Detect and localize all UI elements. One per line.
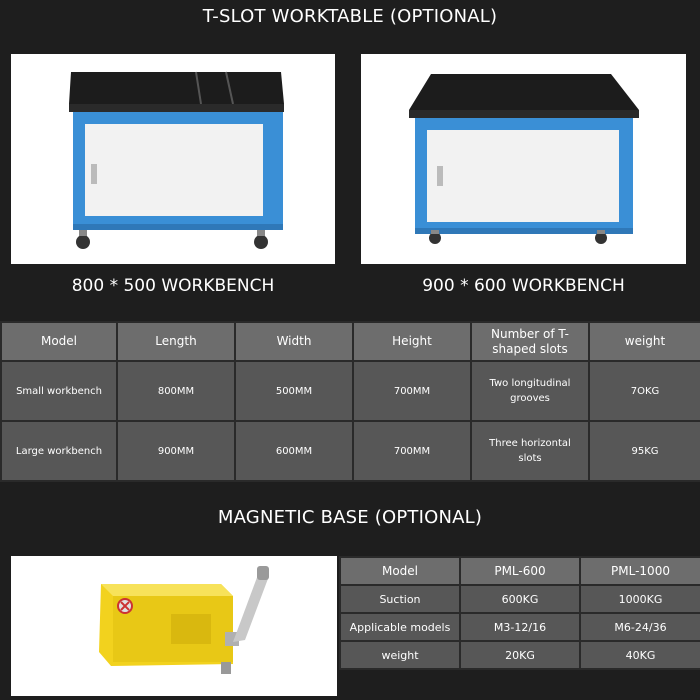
table-cell: Two longitudinal grooves — [471, 361, 589, 421]
table-cell: 40KG — [580, 641, 700, 669]
table-cell: 1000KG — [580, 585, 700, 613]
magnetic-base-spec-table — [339, 556, 700, 670]
header-cell: Width — [235, 322, 353, 361]
table-header-row — [1, 322, 700, 361]
small-workbench-photo — [11, 54, 335, 264]
table-cell: Large workbench — [1, 421, 117, 481]
large-workbench-caption: 900 * 600 WORKBENCH — [422, 276, 625, 296]
header-cell: Height — [353, 322, 471, 361]
header-cell: Number of T-shaped slots — [471, 322, 589, 361]
table-cell: 95KG — [589, 421, 700, 481]
table-cell: M6-24/36 — [580, 613, 700, 641]
header-cell: weight — [589, 322, 700, 361]
header-cell: PML-1000 — [580, 557, 700, 585]
header-cell: PML-600 — [460, 557, 580, 585]
table-cell: 600MM — [235, 421, 353, 481]
table-cell: 20KG — [460, 641, 580, 669]
table-cell: 600KG — [460, 585, 580, 613]
tslot-section-title: T-SLOT WORKTABLE (OPTIONAL) — [202, 6, 498, 27]
table-cell: Small workbench — [1, 361, 117, 421]
large-workbench-photo — [361, 54, 686, 264]
table-cell: M3-12/16 — [460, 613, 580, 641]
small-workbench-caption: 800 * 500 WORKBENCH — [71, 276, 275, 296]
table-row — [340, 585, 700, 613]
table-row — [1, 361, 700, 421]
table-header-row — [340, 557, 700, 585]
table-row — [340, 613, 700, 641]
magnetic-base-photo — [11, 556, 337, 696]
table-cell: 900MM — [117, 421, 235, 481]
header-cell: Model — [340, 557, 460, 585]
header-cell: Length — [117, 322, 235, 361]
header-cell: Model — [1, 322, 117, 361]
magnetic-section-title: MAGNETIC BASE (OPTIONAL) — [217, 507, 483, 528]
table-cell: Three horizontal slots — [471, 421, 589, 481]
table-row — [340, 641, 700, 669]
table-cell: 800MM — [117, 361, 235, 421]
workbench-spec-table — [0, 321, 700, 482]
table-cell: 7OKG — [589, 361, 700, 421]
table-cell: weight — [340, 641, 460, 669]
table-cell: 500MM — [235, 361, 353, 421]
table-row — [1, 421, 700, 481]
table-cell: 700MM — [353, 361, 471, 421]
table-cell: Applicable models — [340, 613, 460, 641]
table-cell: Suction — [340, 585, 460, 613]
table-cell: 700MM — [353, 421, 471, 481]
